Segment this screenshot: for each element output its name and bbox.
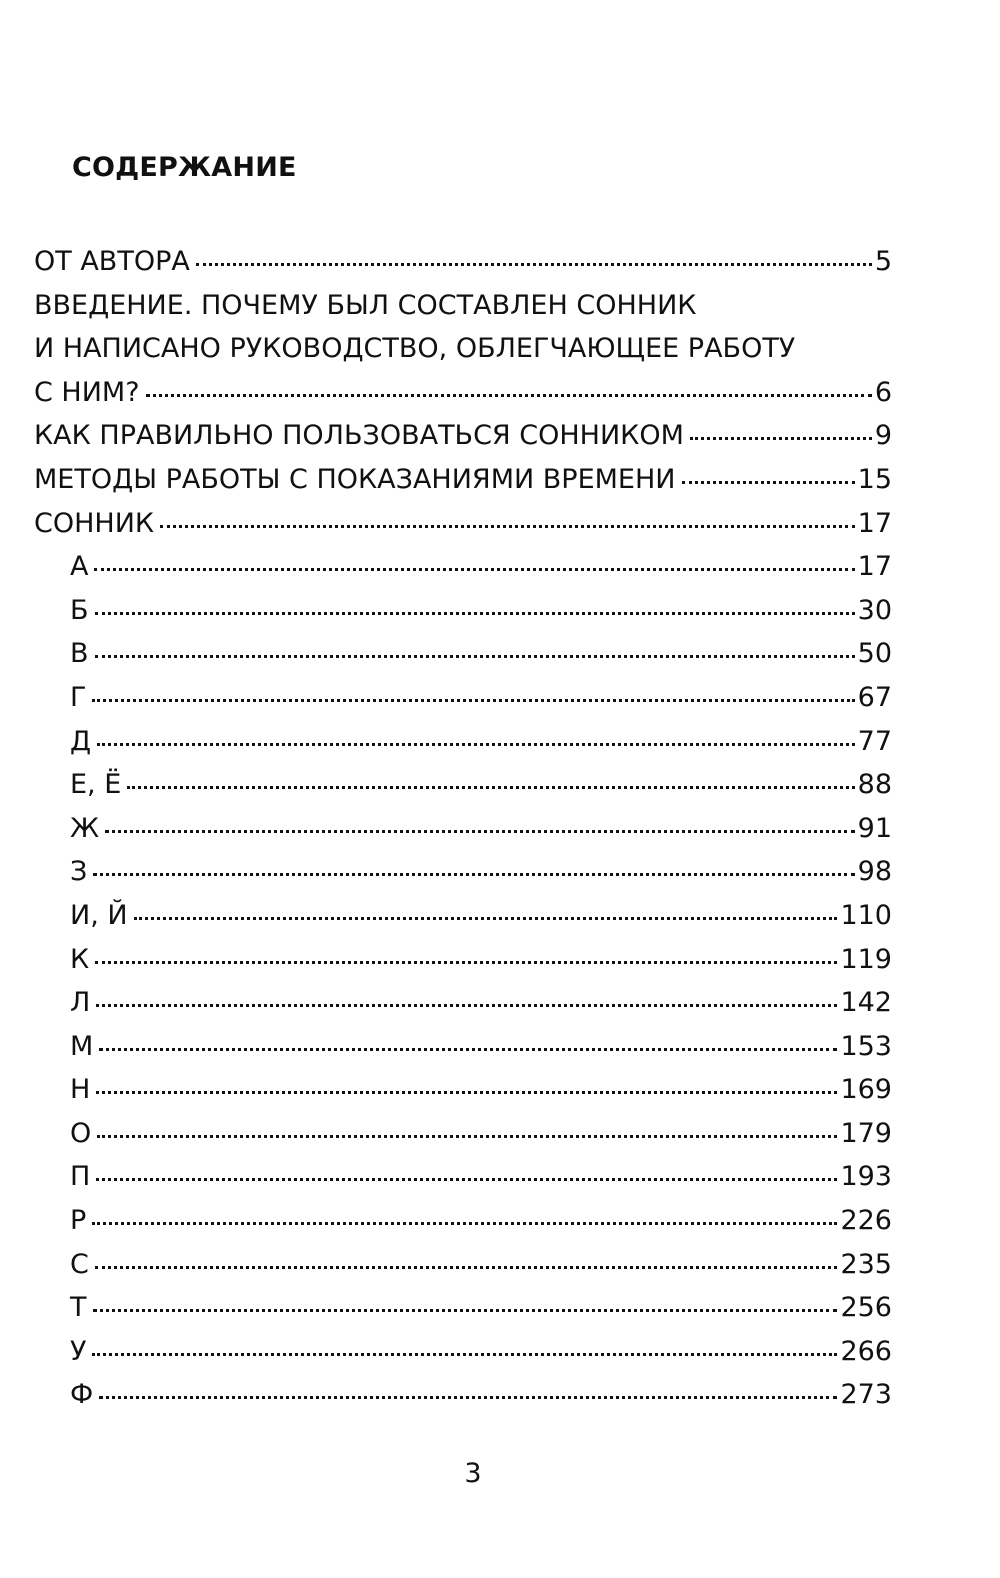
toc-letter-label: К — [70, 943, 90, 975]
toc-letter-page: 30 — [857, 594, 892, 626]
toc-entry-label: ОТ АВТОРА — [34, 246, 190, 277]
toc-entry-page: 6 — [874, 376, 892, 408]
toc-letter-page: 273 — [840, 1379, 892, 1411]
toc-letter-entry[interactable] — [34, 807, 892, 851]
dot-leader — [92, 1222, 837, 1225]
toc-letter-entry[interactable] — [34, 850, 892, 894]
dot-leader — [95, 1266, 838, 1269]
toc-letter-label: Ж — [70, 812, 100, 844]
toc-letter-page: 67 — [857, 681, 892, 713]
toc-letter-entry[interactable] — [34, 545, 892, 589]
toc-entry-label: И НАПИСАНО РУКОВОДСТВО, ОБЛЕГЧАЮЩЕЕ РАБОТУ — [34, 333, 796, 365]
dot-leader — [96, 1178, 837, 1181]
toc-entry-introduction-line-3[interactable] — [34, 371, 892, 415]
toc-letter-entry[interactable] — [34, 1286, 892, 1330]
toc-letter-label: А — [70, 551, 89, 583]
toc-entry-label: МЕТОДЫ РАБОТЫ С ПОКАЗАНИЯМИ ВРЕМЕНИ — [34, 463, 676, 495]
toc-entry-page: 15 — [857, 463, 892, 495]
toc-letter-page: 256 — [840, 1292, 892, 1324]
toc-letter-entry[interactable] — [34, 1243, 892, 1287]
toc-entry-label: С НИМ? — [34, 376, 140, 408]
dot-leader — [97, 743, 855, 746]
toc-entry-label: КАК ПРАВИЛЬНО ПОЛЬЗОВАТЬСЯ СОННИКОМ — [34, 420, 684, 452]
toc-letter-page: 235 — [840, 1248, 892, 1280]
toc-entry-time-methods[interactable] — [34, 458, 892, 502]
toc-letter-label: Ф — [70, 1379, 94, 1411]
toc-letter-entry[interactable] — [34, 1112, 892, 1156]
toc-entry-page: 9 — [874, 420, 892, 452]
dot-leader — [92, 699, 854, 702]
toc-letter-entry[interactable] — [34, 938, 892, 982]
toc-letter-page: 91 — [857, 812, 892, 844]
toc-entry-dream-book[interactable] — [34, 502, 892, 546]
toc-letter-label: О — [70, 1117, 92, 1149]
toc-letter-entry[interactable] — [34, 894, 892, 938]
page-title: СОДЕРЖАНИЕ — [72, 152, 297, 183]
toc-letter-page: 119 — [840, 943, 892, 975]
toc-letter-label: Г — [70, 681, 87, 713]
toc-letter-entry[interactable] — [34, 676, 892, 720]
toc-letter-label: С — [70, 1248, 89, 1280]
toc-letter-entry[interactable] — [34, 1199, 892, 1243]
toc-letter-label: В — [70, 638, 89, 670]
toc-letter-label: Б — [70, 594, 89, 626]
dot-leader — [690, 437, 872, 440]
toc-letter-page: 142 — [840, 987, 892, 1019]
dot-leader — [146, 394, 872, 397]
toc-letter-entry[interactable] — [34, 720, 892, 764]
toc-letter-label: П — [70, 1161, 91, 1193]
toc-letter-entry[interactable] — [34, 632, 892, 676]
toc-letter-label: У — [70, 1335, 87, 1367]
toc-entry-page: 5 — [874, 246, 892, 277]
toc-entry-page: 17 — [857, 507, 892, 539]
toc-letter-page: 88 — [857, 769, 892, 801]
dot-leader — [96, 1091, 837, 1094]
dot-leader — [96, 1004, 837, 1007]
toc-letter-page: 110 — [840, 899, 892, 931]
toc-letter-entry[interactable] — [34, 589, 892, 633]
page-number-text: 3 — [464, 1458, 482, 1489]
table-of-contents — [34, 240, 892, 1417]
dot-leader — [196, 263, 872, 266]
toc-letter-label: З — [70, 856, 88, 888]
toc-letter-entry[interactable] — [34, 981, 892, 1025]
toc-letter-entry[interactable] — [34, 1025, 892, 1069]
toc-letter-entry[interactable] — [34, 1373, 892, 1417]
letter-index — [34, 545, 892, 1417]
toc-entry-author[interactable] — [34, 240, 892, 284]
toc-letter-entry[interactable] — [34, 1068, 892, 1112]
dot-leader — [95, 655, 855, 658]
toc-letter-page: 169 — [840, 1074, 892, 1106]
toc-letter-label: Л — [70, 987, 91, 1019]
dot-leader — [93, 873, 854, 876]
dot-leader — [99, 1048, 837, 1051]
toc-letter-label: М — [70, 1030, 94, 1062]
page-number — [0, 1458, 1000, 1489]
toc-letter-page: 226 — [840, 1205, 892, 1237]
toc-letter-label: Т — [70, 1292, 87, 1324]
dot-leader — [160, 525, 855, 528]
dot-leader — [92, 1353, 837, 1356]
toc-letter-page: 153 — [840, 1030, 892, 1062]
toc-letter-page: 193 — [840, 1161, 892, 1193]
toc-letter-entry[interactable] — [34, 1155, 892, 1199]
dot-leader — [127, 786, 854, 789]
dot-leader — [105, 830, 855, 833]
toc-letter-page: 50 — [857, 638, 892, 670]
dot-leader — [97, 1135, 837, 1138]
dot-leader — [93, 1309, 838, 1312]
toc-letter-page: 77 — [857, 725, 892, 757]
toc-entry-introduction-line-1[interactable] — [34, 284, 892, 328]
dot-leader — [94, 568, 854, 571]
toc-letter-label: Н — [70, 1074, 91, 1106]
toc-letter-entry[interactable] — [34, 763, 892, 807]
dot-leader — [99, 1396, 837, 1399]
toc-letter-label: Р — [70, 1205, 87, 1237]
toc-entry-label: ВВЕДЕНИЕ. ПОЧЕМУ БЫЛ СОСТАВЛЕН СОННИК — [34, 289, 697, 321]
toc-entry-label: СОННИК — [34, 507, 155, 539]
toc-letter-page: 266 — [840, 1335, 892, 1367]
toc-letter-label: Е, Ё — [70, 769, 122, 801]
dot-leader — [95, 612, 855, 615]
toc-entry-how-to-use[interactable] — [34, 414, 892, 458]
dot-leader — [95, 961, 837, 964]
toc-letter-label: И, Й — [70, 899, 128, 931]
toc-letter-entry[interactable] — [34, 1330, 892, 1374]
toc-letter-page: 98 — [857, 856, 892, 888]
toc-entry-introduction-line-2[interactable] — [34, 327, 892, 371]
toc-letter-label: Д — [70, 725, 92, 757]
toc-letter-page: 179 — [840, 1117, 892, 1149]
dot-leader — [134, 917, 838, 920]
dot-leader — [682, 481, 855, 484]
toc-letter-page: 17 — [857, 551, 892, 583]
